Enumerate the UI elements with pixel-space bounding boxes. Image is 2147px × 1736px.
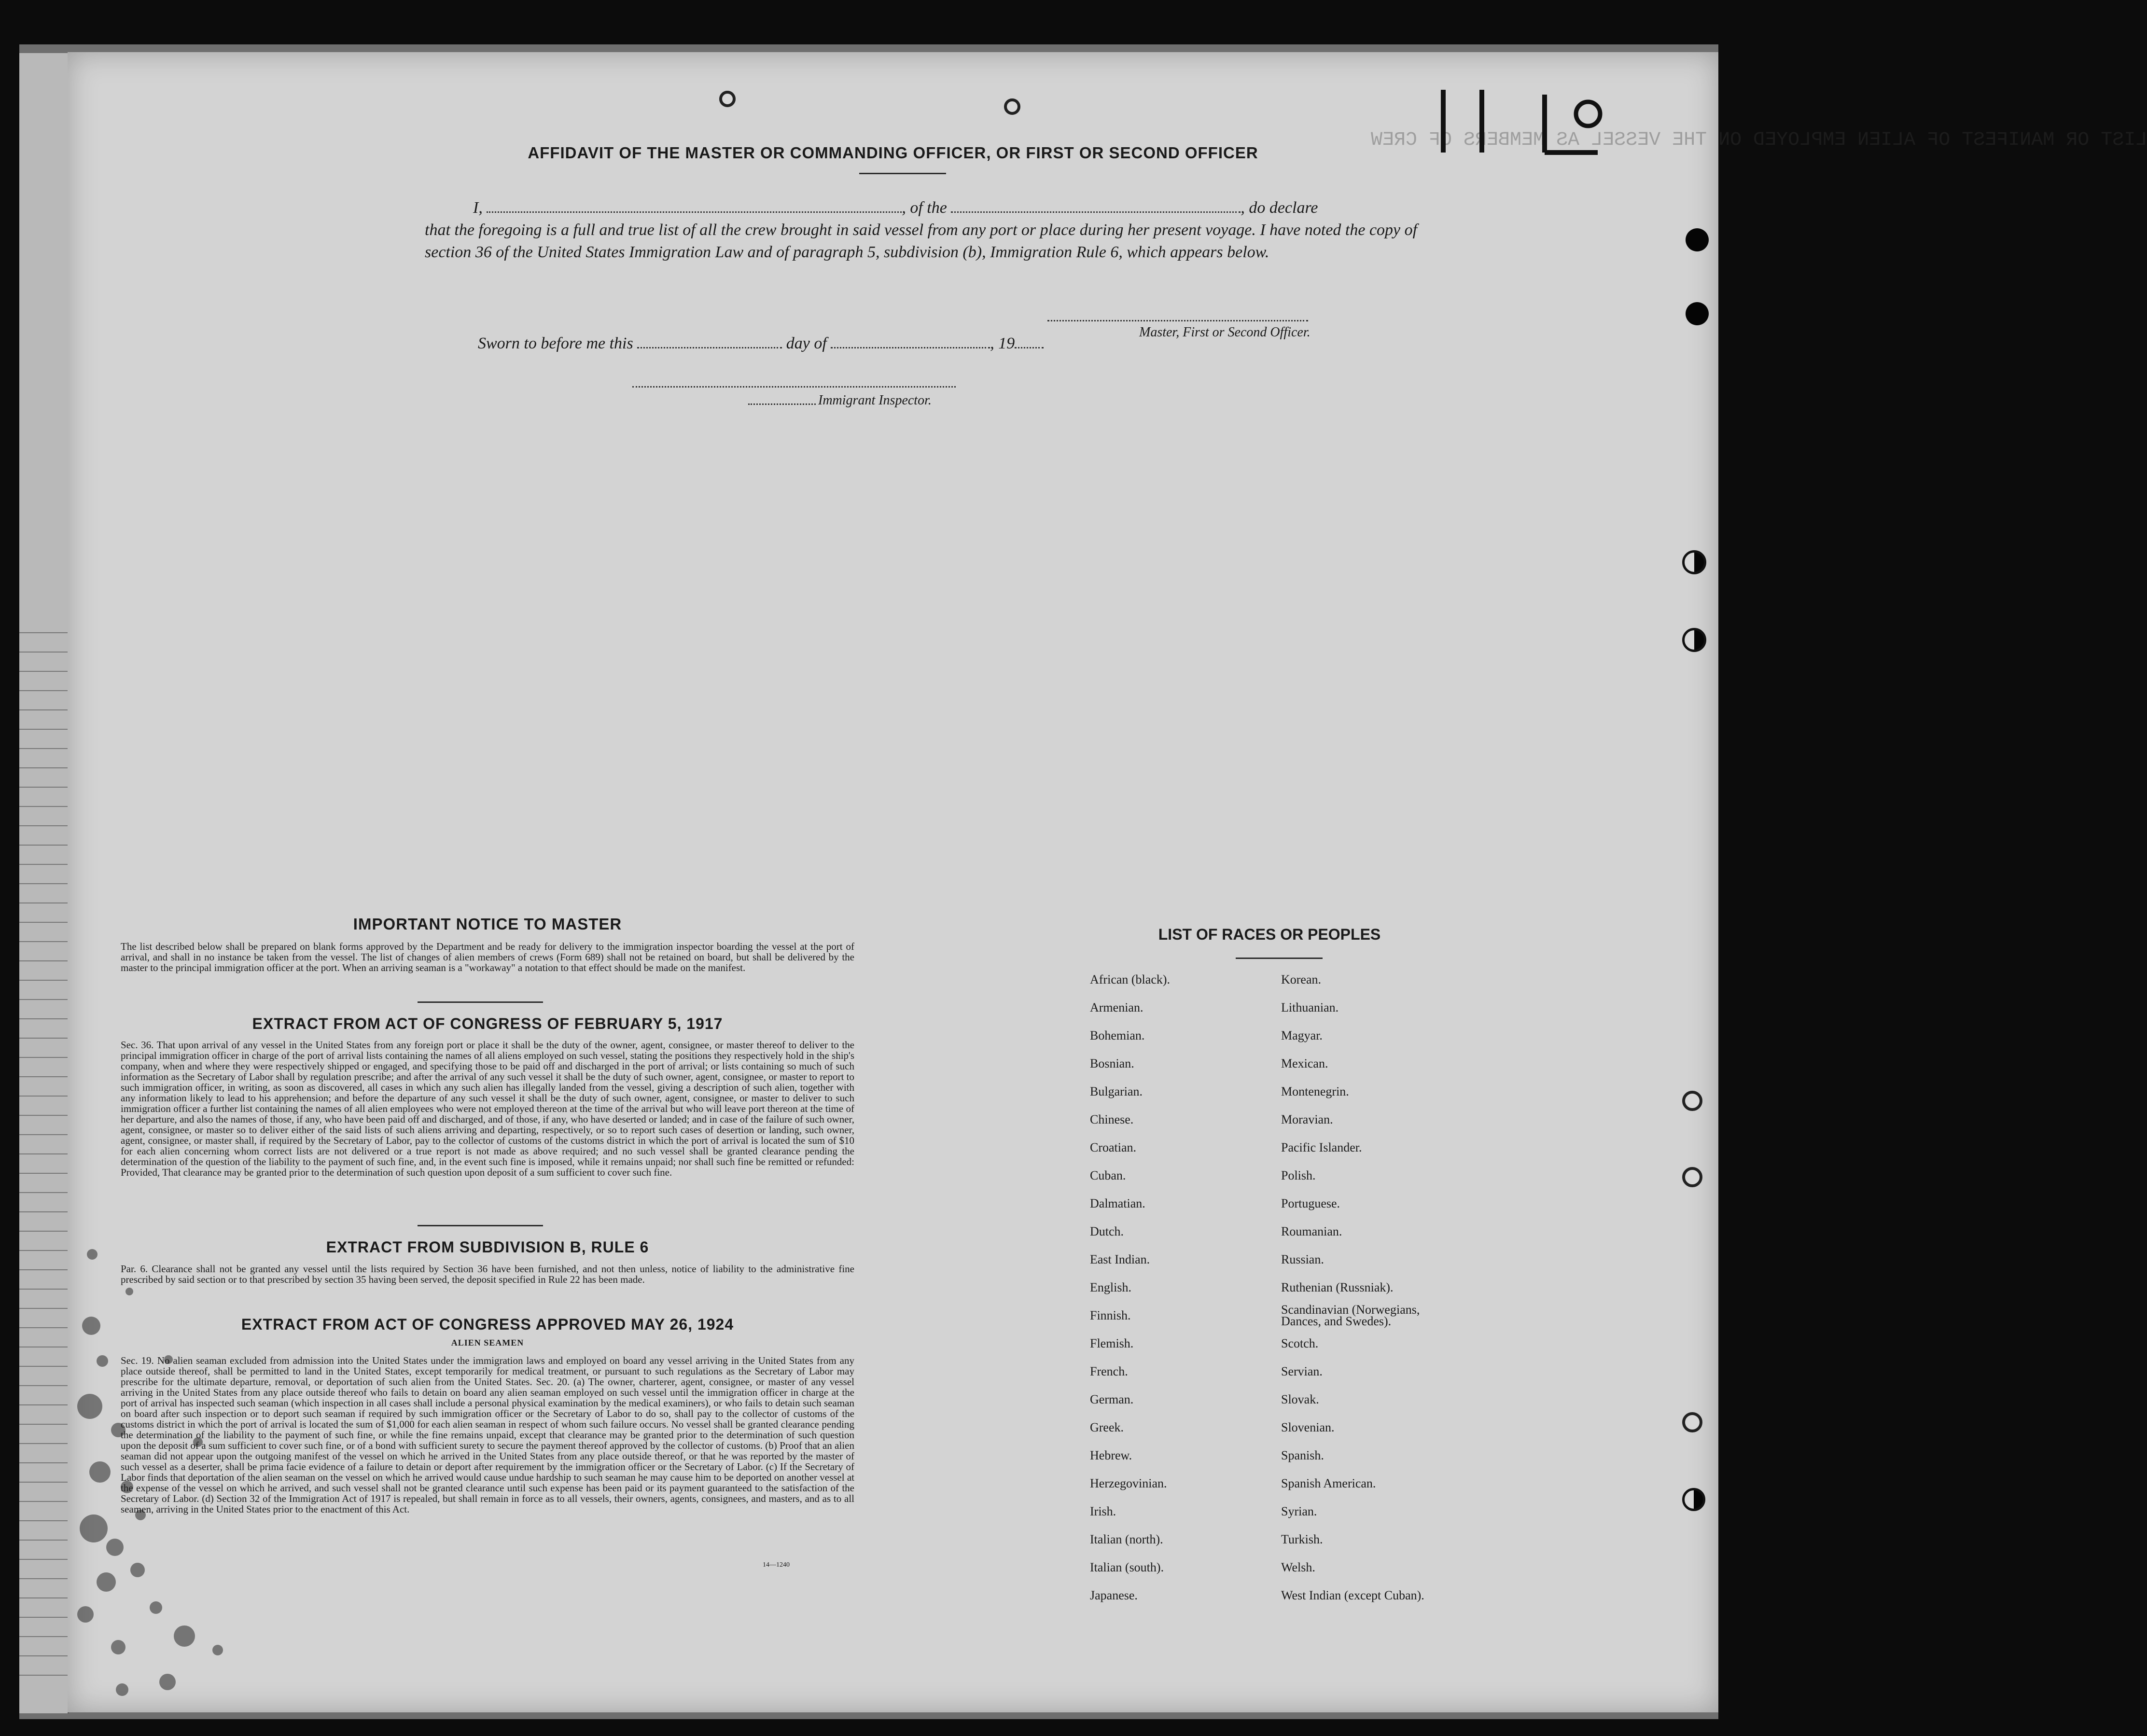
strip-rule-line xyxy=(19,1636,68,1637)
extract-rule6-text: Par. 6. Clearance shall not be granted any vessel until the lists required by Section 36 have been furnished, and not then unless, notice of liability to the administrative fine prescribed by said section or to that prescribed by section 35 having been served, the deposit specified in Rule 22 has been made. xyxy=(121,1263,854,1285)
sworn-line xyxy=(478,334,1044,353)
race-item: Croatian. xyxy=(1090,1140,1137,1154)
punch-hole xyxy=(1682,1167,1702,1187)
race-item: Mexican. xyxy=(1281,1056,1328,1070)
strip-rule-line xyxy=(19,1366,68,1367)
strip-rule-line xyxy=(19,1250,68,1251)
strip-rule-line xyxy=(19,1424,68,1425)
punch-hole xyxy=(1686,228,1709,251)
affidavit-body xyxy=(425,197,1429,264)
divider xyxy=(418,1225,543,1226)
strip-rule-line xyxy=(19,1578,68,1579)
stain-spot xyxy=(111,1640,125,1654)
strip-rule-line xyxy=(19,1192,68,1193)
affidavit-page xyxy=(68,52,2147,1712)
stain-spot xyxy=(159,1674,176,1690)
stain-spot xyxy=(82,1317,100,1335)
divider xyxy=(418,1001,543,1003)
race-item: Bosnian. xyxy=(1090,1056,1134,1070)
bleed-through-text: LIST OR MANIFEST OF ALIEN EMPLOYED ON THE VESSEL AS MEMBERS OF CREW xyxy=(1371,129,2147,151)
punch-hole xyxy=(1682,1412,1702,1432)
stain-spot xyxy=(97,1355,108,1367)
race-item: Cuban. xyxy=(1090,1168,1126,1182)
strip-rule-line xyxy=(19,787,68,788)
race-item: Bohemian. xyxy=(1090,1028,1145,1042)
strip-rule-line xyxy=(19,941,68,942)
affidavit-i: I, xyxy=(473,199,483,217)
stain-spot xyxy=(106,1539,124,1556)
notice-title: IMPORTANT NOTICE TO MASTER xyxy=(353,915,622,933)
race-item: Polish. xyxy=(1281,1168,1316,1182)
strip-rule-line xyxy=(19,1153,68,1154)
stain-spot xyxy=(150,1601,162,1614)
strip-rule-line xyxy=(19,748,68,749)
race-item: Slovenian. xyxy=(1281,1420,1335,1434)
strip-rule-line xyxy=(19,652,68,653)
strip-rule-line xyxy=(19,980,68,981)
stain-spot xyxy=(125,1288,133,1295)
race-item: Spanish American. xyxy=(1281,1476,1376,1490)
extract-1917-text: Sec. 36. That upon arrival of any vessel in the United States from any foreign port or place it shall be the duty of the owner, agent, consignee, or master thereof to deliver to the principal immigration officer in charge of the port of arrival lists containing the names of all aliens employed on such vessel, stating the positions they respectively hold in the ship's company, when and where they were respectively shipped or engaged, and specifying those to be paid off and discharged in the port of arrival; or lists containing so much of such information as the Secretary of Labor shall by regulation prescribe; and after the arrival of any such vessel it shall be the duty of such owner, agent, consignee, or master to report to such immigration officer, in writing, as soon as discovered, all cases in which any such alien has illegally landed from the vessel, giving a description of such alien, together with any information likely to lead to his apprehension; and before the departure of any such vessel it shall be the duty of such owner, agent, consignee, or master to deliver to such immigration officer a further list containing the names of all alien employees who were not employed thereon at the time of the arrival but who will leave port thereon at the time of her departure, and also the names of those, if any, who have been paid off and discharged, and of those, if any, who have deserted or landed; and in case of the failure of such owner, agent, consignee, or master so to deliver either of the said lists of such aliens arriving and departing, respectively, or so to report such cases of desertion or landing, such owner, agent, consignee, or master shall, if required by the Secretary of Labor, pay to the collector of customs of the customs district in which the port of arrival is located the sum of $10 for each alien concerning whom correct lists are not delivered or a true report is not made as above required; and no such vessel shall be granted clearance pending the determination of the question of the liability to the payment of such fine, and, in the event such fine is imposed, while it remains unpaid; nor shall such fine be remitted or refunded: Provided, That clearance may be granted prior to the determination of such question upon deposit of a sum sufficient to cover such fine. xyxy=(121,1039,854,1178)
strip-rule-line xyxy=(19,1404,68,1405)
race-item: Magyar. xyxy=(1281,1028,1323,1042)
divider xyxy=(859,173,946,174)
strip-rule-line xyxy=(19,1655,68,1656)
strip-rule-line xyxy=(19,729,68,730)
strip-rule-line xyxy=(19,709,68,710)
extract-1924-text: Sec. 19. No alien seaman excluded from admission into the United States under the immigration laws and employed on board any vessel arriving in the United States from any place outside thereof, shall be permitted to land in the United States, except temporarily for medical treatment, or pursuant to such regulations as the Secretary of Labor may prescribe for the ultimate departure, removal, or deportation of such alien from the United States. Sec. 20. (a) The owner, charterer, agent, consignee, or master of any vessel arriving in the United States from any place outside thereof who fails to detain on board any alien seaman employed on such vessel until the immigration officer in charge at the port of arrival has inspected such seaman (which inspection in all cases shall include a personal physical examination by the medical examiners), or who fails to detain such seaman on board after such inspection or to deport such seaman if required by such immigration officer or the Secretary of Labor to do so, shall pay to the collector of customs of the customs district in which the port of arrival is located the sum of $1,000 for each alien seaman in respect of whom such failure occurs. No vessel shall be granted clearance pending the determination of the liability to the payment of such fine, or while the fine remains unpaid, except that clearance may be granted prior to the determination of such question upon the deposit of a sum sufficient to cover such fine, or of a bond with sufficient surety to secure the payment thereof approved by the collector of customs. (b) Proof that an alien seaman did not appear upon the outgoing manifest of the vessel on which he arrived in the United States from any place outside thereof, or that he was reported by the master of such vessel as a deserter, shall be prima facie evidence of a failure to detain or deport after requirement by the immigration officer or the Secretary of Labor. (c) If the Secretary of Labor finds that deportation of the alien seaman on the vessel on which he arrived would cause undue hardship to such seaman he may cause him to be deported on another vessel at the expense of the vessel on which he arrived, and such vessel shall not be granted clearance until such expense has been paid or its payment guaranteed to the satisfaction of the Secretary of Labor. (d) Section 32 of the Immigration Act of 1917 is repealed, but shall remain in force as to all vessels, their owners, agents, consignees, and masters, and as to all seamen, arriving in the United States prior to the enactment of this Act. xyxy=(121,1355,854,1515)
race-item: Italian (north). xyxy=(1090,1532,1163,1546)
stain-spot xyxy=(130,1563,145,1577)
affidavit-statement: that the foregoing is a full and true list of all the crew brought in said vessel from any port or place during her present voyage. I have noted the copy of section 36 of the United States Immigration Law and of paragraph 5, subdivision (b), Immigration Rule 6, which appears below. xyxy=(425,221,1418,261)
race-item: Italian (south). xyxy=(1090,1560,1164,1574)
extract-1924-title: EXTRACT FROM ACT OF CONGRESS APPROVED MAY 26, 1924 xyxy=(241,1316,734,1333)
divider xyxy=(1236,958,1323,959)
race-item: Dutch. xyxy=(1090,1224,1124,1238)
corner-handwritten-mark xyxy=(1429,80,1622,179)
strip-rule-line xyxy=(19,1289,68,1290)
strip-rule-line xyxy=(19,1211,68,1212)
race-item: Moravian. xyxy=(1281,1112,1333,1126)
affidavit-of-the: , of the xyxy=(902,199,947,217)
punch-hole xyxy=(1682,1091,1702,1111)
race-item: Scandinavian (Norwegians, Dances, and Swedes). xyxy=(1281,1303,1420,1328)
strip-rule-line xyxy=(19,883,68,884)
month-blank xyxy=(831,347,990,348)
strip-rule-line xyxy=(19,1462,68,1463)
race-item: Armenian. xyxy=(1090,1000,1143,1014)
punch-hole xyxy=(1682,628,1706,652)
strip-rule-line xyxy=(19,1675,68,1676)
extract-1917-title: EXTRACT FROM ACT OF CONGRESS OF FEBRUARY 5, 1917 xyxy=(252,1015,723,1032)
punch-hole xyxy=(1004,98,1020,115)
inspector-signature-line xyxy=(632,386,956,388)
race-item: Flemish. xyxy=(1090,1336,1134,1350)
race-item: German. xyxy=(1090,1392,1134,1406)
race-item: Chinese. xyxy=(1090,1112,1134,1126)
race-item: Spanish. xyxy=(1281,1448,1324,1462)
inspector-caption: Immigrant Inspector. xyxy=(818,393,932,408)
inspector-dots xyxy=(748,403,816,405)
strip-rule-line xyxy=(19,864,68,865)
vessel-blank xyxy=(951,211,1241,213)
strip-rule-line xyxy=(19,825,68,826)
strip-rule-line xyxy=(19,845,68,846)
affidavit-declare: , do declare xyxy=(1241,199,1318,217)
strip-rule-line xyxy=(19,960,68,961)
race-item: Hebrew. xyxy=(1090,1448,1132,1462)
punch-hole xyxy=(1682,550,1706,574)
strip-rule-line xyxy=(19,1115,68,1116)
name-blank xyxy=(487,211,902,213)
race-item: Turkish. xyxy=(1281,1532,1323,1546)
race-item: Servian. xyxy=(1281,1364,1323,1378)
race-item: Irish. xyxy=(1090,1504,1116,1518)
notice-text: The list described below shall be prepared on blank forms approved by the Department and be ready for delivery to the immigration inspector boarding the vessel at the port of arrival, and shall in no instance be taken from the vessel. The list of changes of alien members of crews (Form 689) shall not be retained on board, but shall be delivered by the master to the principal immigration officer at the port. When an arriving seaman is a "workaway" a notation to that effect should be made on the manifest. xyxy=(121,941,854,973)
race-item: Dalmatian. xyxy=(1090,1196,1145,1210)
strip-rule-line xyxy=(19,1231,68,1232)
strip-rule-line xyxy=(19,1520,68,1521)
race-item: Scotch. xyxy=(1281,1336,1319,1350)
strip-rule-line xyxy=(19,1327,68,1328)
stain-spot xyxy=(212,1645,223,1655)
race-item: Ruthenian (Russniak). xyxy=(1281,1280,1394,1294)
strip-rule-line xyxy=(19,767,68,768)
left-ruled-strip xyxy=(19,53,69,1713)
stain-spot xyxy=(89,1461,111,1483)
strip-rule-line xyxy=(19,1018,68,1019)
race-item: Bulgarian. xyxy=(1090,1084,1143,1098)
year-blank xyxy=(1015,347,1044,348)
race-item: West Indian (except Cuban). xyxy=(1281,1588,1424,1602)
races-title: LIST OF RACES OR PEOPLES xyxy=(1158,926,1381,943)
stain-spot xyxy=(77,1606,94,1623)
affidavit-title: AFFIDAVIT OF THE MASTER OR COMMANDING OFFICER, OR FIRST OR SECOND OFFICER xyxy=(528,144,1258,162)
strip-rule-line xyxy=(19,806,68,807)
race-item: Lithuanian. xyxy=(1281,1000,1339,1014)
race-item: French. xyxy=(1090,1364,1128,1378)
extract-1924-subtitle: ALIEN SEAMEN xyxy=(451,1338,524,1347)
strip-rule-line xyxy=(19,1385,68,1386)
strip-rule-line xyxy=(19,1038,68,1039)
race-item: Japanese. xyxy=(1090,1588,1138,1602)
master-signature-line xyxy=(1047,320,1308,321)
stain-spot xyxy=(174,1625,195,1647)
day-blank xyxy=(637,347,782,348)
strip-rule-line xyxy=(19,671,68,672)
strip-rule-line xyxy=(19,632,68,633)
form-number: 14—1240 xyxy=(763,1561,790,1569)
strip-rule-line xyxy=(19,922,68,923)
strip-rule-line xyxy=(19,1269,68,1270)
strip-rule-line xyxy=(19,1134,68,1135)
strip-rule-line xyxy=(19,690,68,691)
strip-rule-line xyxy=(19,1076,68,1077)
sworn-year: , 19 xyxy=(990,334,1015,352)
strip-rule-line xyxy=(19,1559,68,1560)
race-item: Welsh. xyxy=(1281,1560,1315,1574)
punch-hole xyxy=(1686,302,1709,325)
strip-rule-line xyxy=(19,1443,68,1444)
strip-rule-line xyxy=(19,1057,68,1058)
strip-rule-line xyxy=(19,1501,68,1502)
stain-spot xyxy=(97,1572,116,1592)
race-item: Greek. xyxy=(1090,1420,1124,1434)
race-item: Korean. xyxy=(1281,972,1322,986)
strip-rule-line xyxy=(19,1308,68,1309)
sworn-day: day of xyxy=(786,334,827,352)
punch-hole xyxy=(1682,1488,1705,1511)
stain-spot xyxy=(80,1514,108,1542)
race-item: English. xyxy=(1090,1280,1131,1294)
extract-rule6-title: EXTRACT FROM SUBDIVISION B, RULE 6 xyxy=(326,1238,649,1256)
race-item: Herzegovinian. xyxy=(1090,1476,1167,1490)
stain-spot xyxy=(116,1683,128,1696)
strip-rule-line xyxy=(19,1617,68,1618)
strip-rule-line xyxy=(19,1482,68,1483)
strip-rule-line xyxy=(19,1096,68,1097)
punch-hole xyxy=(719,91,736,107)
strip-rule-line xyxy=(19,1173,68,1174)
strip-rule-line xyxy=(19,1540,68,1541)
race-item: Montenegrin. xyxy=(1281,1084,1349,1098)
race-item: Finnish. xyxy=(1090,1308,1131,1322)
race-item: Roumanian. xyxy=(1281,1224,1342,1238)
race-item: Slovak. xyxy=(1281,1392,1319,1406)
race-item: Pacific Islander. xyxy=(1281,1140,1362,1154)
master-caption: Master, First or Second Officer. xyxy=(1139,325,1311,340)
strip-rule-line xyxy=(19,999,68,1000)
stain-spot xyxy=(87,1249,98,1260)
race-item: Russian. xyxy=(1281,1252,1324,1266)
race-item: East Indian. xyxy=(1090,1252,1150,1266)
race-item: Syrian. xyxy=(1281,1504,1317,1518)
race-item: African (black). xyxy=(1090,972,1171,986)
stain-spot xyxy=(77,1394,102,1419)
sworn-prefix: Sworn to before me this xyxy=(478,334,633,352)
race-item: Portuguese. xyxy=(1281,1196,1340,1210)
strip-rule-line xyxy=(19,1597,68,1598)
